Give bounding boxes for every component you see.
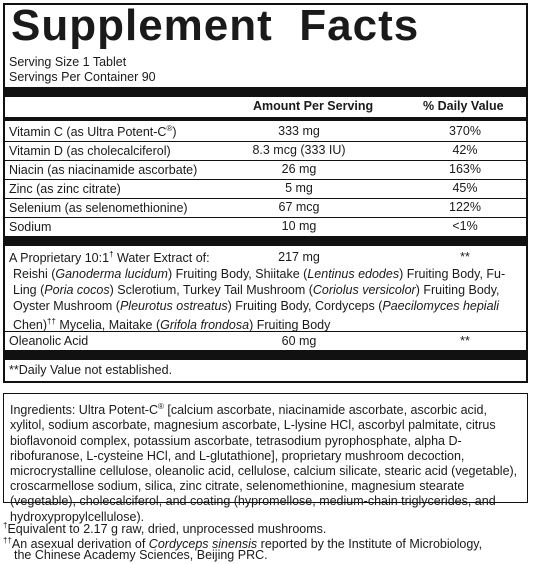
blend-dv: ** bbox=[460, 250, 470, 264]
nutrient-dv: 122% bbox=[449, 200, 481, 214]
daily-value-note: **Daily Value not established. bbox=[9, 363, 173, 377]
footnote-2-cont: the Chinese Academy Sciences, Beijing PRC. bbox=[14, 548, 268, 562]
amount-header: Amount Per Serving bbox=[253, 99, 374, 113]
serving-size: Serving Size 1 Tablet bbox=[9, 55, 127, 69]
supplement-facts-panel bbox=[3, 3, 528, 383]
nutrient-name: Zinc (as zinc citrate) bbox=[9, 182, 121, 197]
oleanolic-name: Oleanolic Acid bbox=[9, 334, 89, 348]
nutrient-row bbox=[5, 217, 526, 235]
oleanolic-dv: ** bbox=[460, 334, 470, 348]
daily-value-header: % Daily Value bbox=[423, 99, 504, 113]
blend-row bbox=[5, 248, 526, 266]
nutrient-row bbox=[5, 122, 526, 140]
nutrient-row bbox=[5, 160, 526, 178]
nutrient-name: Vitamin D (as cholecalciferol) bbox=[9, 144, 171, 159]
nutrient-row bbox=[5, 198, 526, 216]
nutrient-dv: 163% bbox=[449, 162, 481, 176]
ingredients-box: Ingredients: Ultra Potent-C® [calcium ascorbate, niacinamide ascorbate, ascorbic acid, xylitol, sodium ascorbate, magnesium ascorbate, L-lysine HCl, ascorbyl palmitate, citrus bioflavonoid complex, potassium ascorbate, tetrasodium pyrophosphate, alpha D-ribofuranose, L-cysteine HCl, and L-glutathione], proprietary mushroom decoction, microcrystalline cellulose, oleanolic acid, cellulose, calcium silicate, stearic acid (vegetable), croscarmellose sodium, silica, zinc citrate, selenomethionine, magnesium stearate (vegetable), cholecalciferol, and coating (hypromellose, medium-chain triglycerides, and hydroxypropylcellulose). bbox=[3, 393, 528, 503]
panel-title: Supplement Facts bbox=[11, 1, 420, 50]
thick-divider bbox=[5, 87, 526, 97]
row-divider bbox=[5, 141, 526, 142]
servings-per-container: Servings Per Container 90 bbox=[9, 70, 156, 84]
nutrient-amount: 26 mg bbox=[281, 162, 317, 176]
nutrient-name: Vitamin C (as Ultra Potent-C®) bbox=[9, 124, 177, 140]
oleanolic-row bbox=[5, 332, 526, 350]
row-divider bbox=[5, 179, 526, 180]
blend-amount: 217 mg bbox=[278, 250, 320, 264]
nutrient-amount: 8.3 mcg (333 IU) bbox=[252, 143, 346, 157]
ingredients-text: [calcium ascorbate, niacinamide ascorbate, ascorbic acid, xylitol, sodium ascorbate, magnesium ascorbate, L-lysine HCl, ascorbyl palmitate, citrus bioflavonoid complex, potassium ascorbate, tetrasodium pyrophosphate, alpha D-ribofuranose, L-cysteine HCl, and L-glutathione], proprietary mushroom decoction, microcrystalline cellulose, oleanolic acid, cellulose, calcium silicate, stearic acid (vegetable), croscarmellose sodium, silica, zinc citrate, selenomethionine, magnesium stearate (vegetable), cholecalciferol, and coating (hypromellose, medium-chain triglycerides, and hydroxypropylcellulose). bbox=[10, 403, 518, 524]
nutrient-amount: 5 mg bbox=[285, 181, 313, 195]
nutrient-name: Selenium (as selenomethionine) bbox=[9, 201, 188, 216]
nutrient-row bbox=[5, 141, 526, 159]
header-divider bbox=[5, 117, 526, 121]
row-divider bbox=[5, 217, 526, 218]
nutrient-dv: 370% bbox=[449, 124, 481, 138]
nutrient-dv: 42% bbox=[452, 143, 478, 157]
thick-divider bbox=[5, 350, 526, 360]
nutrient-name: Sodium bbox=[9, 220, 52, 235]
row-divider bbox=[5, 198, 526, 199]
nutrient-dv: <1% bbox=[452, 219, 478, 233]
footnote-2: ††An asexual derivation of Cordyceps sinensis reported by the Institute of Microbiology, bbox=[3, 536, 483, 552]
nutrient-amount: 333 mg bbox=[278, 124, 320, 138]
nutrient-name: Niacin (as niacinamide ascorbate) bbox=[9, 163, 198, 178]
blend-name: A Proprietary 10:1† Water Extract of: bbox=[9, 250, 210, 266]
row-divider bbox=[5, 160, 526, 161]
nutrient-row bbox=[5, 179, 526, 197]
nutrient-dv: 45% bbox=[452, 181, 478, 195]
footnote-1: †Equivalent to 2.17 g raw, dried, unprocessed mushrooms. bbox=[3, 521, 327, 537]
oleanolic-amount: 60 mg bbox=[281, 334, 317, 348]
nutrient-amount: 10 mg bbox=[281, 219, 317, 233]
blend-ingredients: Reishi (Ganoderma lucidum) Fruiting Body, Shiitake (Lentinus edodes) Fruiting Body, Fu-Ling (Poria cocos) Sclerotium, Turkey Tail Mushroom (Coriolus versicolor) Fruiting Body, Oyster Mushroom (Pleurotus ostreatus) Fruiting Body, Cordyceps (Paecilomyces hepiali Chen)†† Mycelia, Maitake (Grifola frondosa) Fruiting Body bbox=[13, 267, 506, 333]
nutrient-amount: 67 mcg bbox=[278, 200, 320, 214]
thick-divider bbox=[5, 236, 526, 246]
